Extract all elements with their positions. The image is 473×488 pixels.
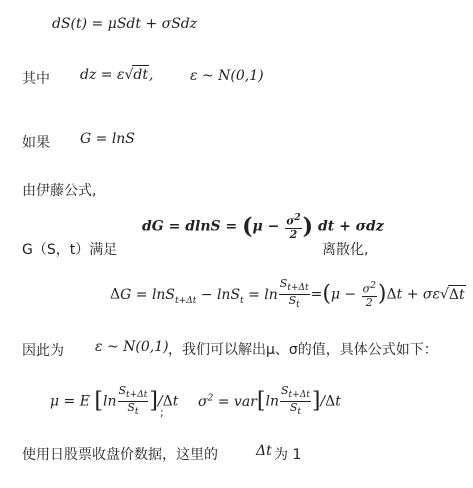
label-yinci: 因此为 xyxy=(22,343,64,359)
label-yiteng: 由伊藤公式, xyxy=(22,183,97,199)
symbol-delta-t: Δt xyxy=(256,443,272,459)
equation-dz: dz = ε√dt, xyxy=(80,67,154,83)
equation-epsilon-normal: ε ~ N(0,1) xyxy=(190,68,264,84)
equation-G-lnS: G = lnS xyxy=(80,131,135,147)
equation-epsilon-normal-2: ε ~ N(0,1) xyxy=(95,339,169,355)
label-shiyong: 使用日股票收盘价数据，这里的 xyxy=(22,447,218,463)
label-G-satisfy: G（S，t）满足 xyxy=(22,242,118,258)
separator-semicolon: ; xyxy=(160,406,164,419)
equation-stock-sde: dS(t) = μSdt + σSdz xyxy=(52,16,198,32)
label-wei1: 为 1 xyxy=(274,447,302,463)
equation-mu-estimator: μ = E [ln $\frac{S_{t+\Delta t}}{S_t}$ ]/Δt xyxy=(50,384,179,418)
label-lisanhua: 离散化, xyxy=(322,242,369,258)
label-ruguo: 如果 xyxy=(22,135,50,151)
equation-discretized-deltaG: ΔG = lnS$_{t+\Delta t}$ − lnS$_t$ = ln $\frac{S_{t+\Delta t}}{S_t}$ =(μ − $\frac{\sigma^2}{2}$ )Δt + σε√Δt xyxy=(110,277,465,311)
label-jiechu: ，我们可以解出μ、σ的值，具体公式如下： xyxy=(168,342,438,358)
equation-ito-dG: dG = dlnS = (μ − $\frac{\sigma^2}{2}$ ) dt + σdz xyxy=(142,213,384,241)
label-qizhong: 其中 xyxy=(22,71,50,87)
equation-sigma-estimator: $\sigma^2 = var[\ln$ $\frac{S_{t+\Delta t}}{S_t}$ ]/Δt xyxy=(198,384,341,418)
